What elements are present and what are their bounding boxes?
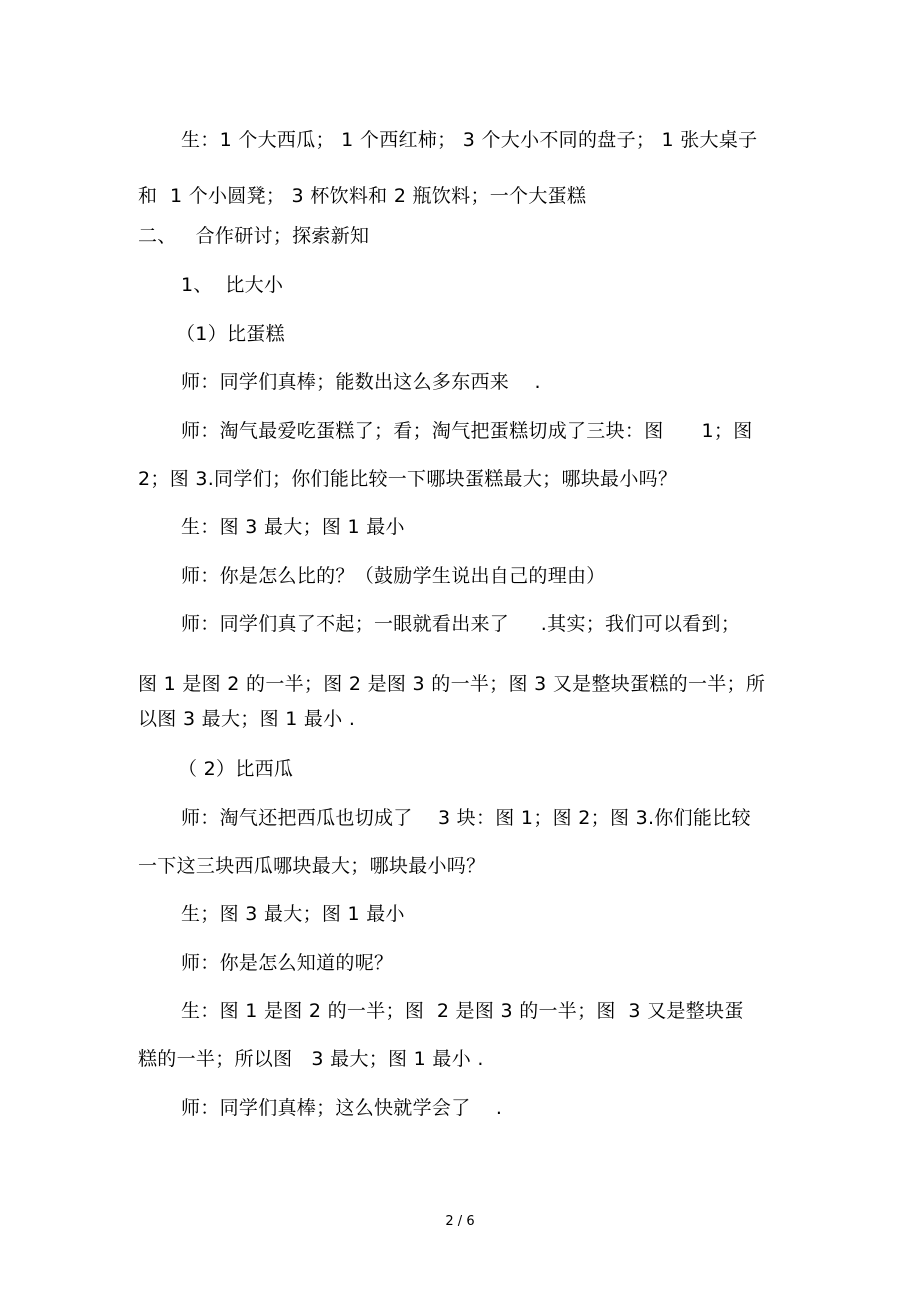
paragraph-line: 师：你是怎么知道的呢？ bbox=[181, 952, 394, 974]
paragraph-line: 糕的一半；所以图 3 最大；图 1 最小 . bbox=[138, 1048, 484, 1070]
paragraph-line: 一下这三块西瓜哪块最大；哪块最小吗？ bbox=[138, 855, 486, 877]
paragraph-line: 图 1 是图 2 的一半；图 2 是图 3 的一半；图 3 又是整块蛋糕的一半；所 bbox=[138, 673, 766, 695]
paragraph-line: 师：淘气还把西瓜也切成了 3 块：图 1；图 2；图 3.你们能比较 bbox=[181, 807, 751, 829]
paragraph-line: 师：同学们真棒；能数出这么多东西来 . bbox=[181, 371, 541, 393]
paragraph-line: 生：图 3 最大；图 1 最小 bbox=[181, 516, 405, 538]
paragraph-line: 师：同学们真棒；这么快就学会了 . bbox=[181, 1097, 503, 1119]
paragraph-line: 师：同学们真了不起；一眼就看出来了 .其实；我们可以看到； bbox=[181, 613, 741, 635]
paragraph-line: 师：淘气最爱吃蛋糕了；看；淘气把蛋糕切成了三块：图 1；图 bbox=[181, 420, 753, 442]
paragraph-line: 生：图 1 是图 2 的一半；图 2 是图 3 的一半；图 3 又是整块蛋 bbox=[181, 1000, 744, 1022]
paragraph-line: 师：你是怎么比的？（鼓励学生说出自己的理由） bbox=[181, 565, 606, 587]
paragraph-line: 生；图 3 最大；图 1 最小 bbox=[181, 903, 405, 925]
paragraph-line: 2；图 3.同学们；你们能比较一下哪块蛋糕最大；哪块最小吗？ bbox=[138, 468, 678, 490]
paragraph-line: 和 1 个小圆凳； 3 杯饮料和 2 瓶饮料；一个大蛋糕 bbox=[138, 185, 587, 207]
subsection-heading: 1、 比大小 bbox=[181, 274, 284, 296]
subsection-heading: （ 2）比西瓜 bbox=[178, 758, 294, 780]
paragraph-line: 以图 3 最大；图 1 最小 . bbox=[138, 708, 356, 730]
page-number: 2 / 6 bbox=[445, 1214, 475, 1229]
section-heading: 二、 合作研讨；探索新知 bbox=[138, 225, 370, 247]
subsection-heading: （1）比蛋糕 bbox=[176, 323, 285, 345]
paragraph-line: 生：1 个大西瓜； 1 个西红柿； 3 个大小不同的盘子； 1 张大桌子 bbox=[181, 129, 758, 151]
